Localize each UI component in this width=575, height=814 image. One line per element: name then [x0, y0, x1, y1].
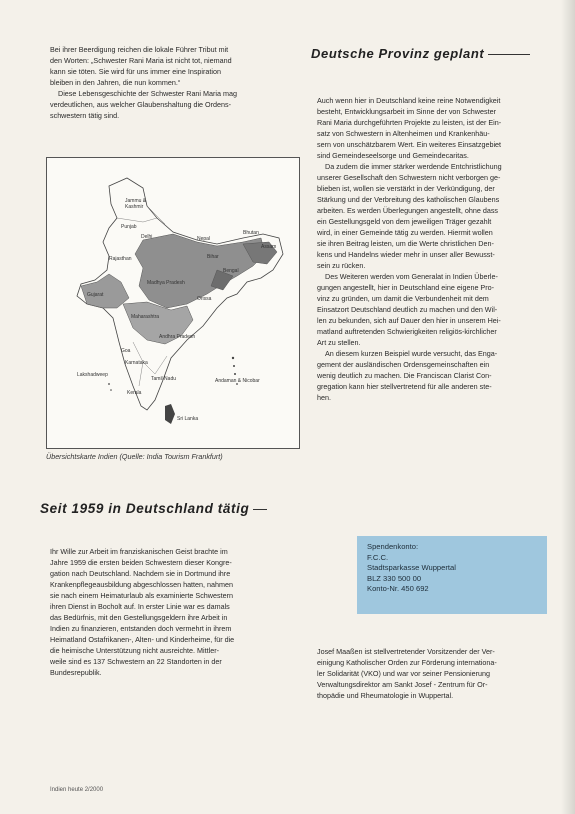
account-number: Konto-Nr. 450 692 — [367, 584, 429, 593]
page-footer: Indien heute 2/2000 — [50, 787, 104, 793]
map-label: Madhya Pradesh — [147, 280, 185, 286]
india-map — [46, 157, 300, 449]
text-line: den Worten: „Schwester Rani Maria ist nicht tot, niemand — [50, 56, 232, 65]
section-heading-province — [311, 46, 530, 61]
map-label: Goa — [121, 348, 131, 354]
map-label: Andaman & Nicobar — [215, 378, 260, 384]
text-line: Auch wenn hier in Deutschland keine reine Notwendigkeit — [317, 96, 501, 105]
text-line: gregation kann hier stellvertretend für alle anderen ste- — [317, 382, 492, 391]
text-line: verdeutlichen, aus welcher Glaubenshaltung die Ordens- — [50, 100, 231, 109]
page-binding-shadow — [561, 0, 575, 814]
text-line: arbeiten. Es werden Überlegungen angestellt, ohne dass — [317, 206, 499, 215]
text-line: Einsatzort Deutschland deutlich zu machen und den Wil- — [317, 305, 498, 314]
text-line: das Bedürfnis, mit den Gestellungsgeldern ihre Arbeit in — [50, 613, 228, 622]
text-line: wird, in einer Gemeinde tätig zu werden. Hiermit wollen — [317, 228, 493, 237]
text-line: gungen angestellt, hier in Deutschland eine eigene Pro- — [317, 283, 495, 292]
text-line: sind Gemeindeseelsorge und Gemeindecaritas. — [317, 151, 469, 160]
map-label: Andhra Pradesh — [159, 334, 196, 340]
text-line: Da zudem die immer stärker werdende Entchristlichung — [325, 162, 502, 171]
text-line: die heimische Unterstützung nicht ausreichte. Mittler- — [50, 646, 219, 655]
text-line: Bundesrepublik. — [50, 668, 102, 677]
text-line: Krankenpflegeausbildung abgeschlossen hatten, nahmen — [50, 580, 234, 589]
text-line: thopädie und Rheumatologie in Wuppertal. — [317, 691, 454, 700]
map-label: Bihar — [207, 254, 219, 260]
text-line: blieben ist, wollen sie verstärkt in der Verkündigung, der — [317, 184, 495, 193]
author-note — [317, 646, 562, 701]
map-label: Tamil Nadu — [151, 376, 177, 382]
text-line: wenig deutlich zu machen. Die Franciscan Clarist Con- — [317, 371, 492, 380]
text-line: An diesem kurzen Beispiel wurde versucht, das Enga- — [325, 349, 498, 358]
map-label: Maharashtra — [131, 314, 160, 320]
map-caption: Übersichtskarte Indien (Quelle: India Tourism Frankfurt) — [46, 452, 223, 461]
heading-text: Deutsche Provinz geplant — [311, 46, 485, 61]
bank-label: Spendenkonto: — [367, 542, 419, 551]
text-line: ihren Dienst in Bocholt auf. In erster Linie war es damals — [50, 602, 230, 611]
map-label: Rajasthan — [109, 256, 132, 262]
text-line: sein zu rücken. — [317, 261, 366, 270]
text-line: Jahre 1959 die ersten beiden Schwestern dieser Kongre- — [50, 558, 232, 567]
text-line: sie nach einem Heimaturlaub als examinierte Schwestern — [50, 591, 233, 600]
section-heading-since-1959 — [40, 501, 267, 516]
text-line: schwestern tätig sind. — [50, 111, 120, 120]
map-label: Orissa — [197, 296, 212, 302]
bank-name: Stadtsparkasse Wuppertal — [367, 563, 456, 572]
right-column-text — [317, 95, 562, 403]
text-line: hen. — [317, 393, 331, 402]
text-line: len zu bekunden, sich auf Dauer den hier in unserem Hei- — [317, 316, 501, 325]
text-line: Bei ihrer Beerdigung reichen die lokale Führer Tribut mit — [50, 45, 229, 54]
text-line: satz von Schwestern in Altenheimen und Krankenhäu- — [317, 129, 490, 138]
map-label: Lakshadweep — [77, 372, 108, 378]
text-line: gement der ausländischen Ordensgemeinschaften ein — [317, 360, 490, 369]
text-line: Indien zu finanzieren, entstanden doch vermehrt in ihrem — [50, 624, 232, 633]
text-line: Stärkung und der Verbreitung des katholischen Glaubens — [317, 195, 500, 204]
text-line: bleiben in den Jahren, die nun kommen.“ — [50, 78, 181, 87]
map-label: Bhutan — [243, 230, 259, 236]
left-column-bottom-text — [50, 546, 296, 678]
map-label: Delhi — [141, 234, 153, 240]
text-line: sern von unschätzbarem Wert. Ein weiteres Einsatzgebiet — [317, 140, 502, 149]
map-label: Jammu & — [125, 198, 147, 204]
text-line: kann sie töten. Sie wird für uns immer eine Inspiration — [50, 67, 221, 76]
text-line: Heimatland Ostafrikanen-, Alten- und Kinderheime, für die — [50, 635, 235, 644]
heading-rule — [488, 54, 530, 55]
text-line: matland auftretenden Schwierigkeiten religiös-kirchlicher — [317, 327, 497, 336]
map-label: Nepal — [197, 236, 211, 242]
map-label: Kerala — [127, 390, 142, 396]
text-line: besteht, Entwicklungsarbeit im Sinne der von Schwester — [317, 107, 496, 116]
text-line: ein Gestellungsgeld von dem jeweiligen Träger gezahlt — [317, 217, 492, 226]
text-line: gation nach Deutschland. Nachdem sie in Dortmund ihre — [50, 569, 231, 578]
text-line: Josef Maaßen ist stellvertretender Vorsitzender der Ver- — [317, 647, 495, 656]
text-line: ler Solidarität (VKO) und war vor seiner Pensionierung — [317, 669, 490, 678]
text-line: Ihr Wille zur Arbeit im franziskanischen Geist brachte im — [50, 547, 228, 556]
india-map-graphic — [47, 158, 299, 448]
map-label: Punjab — [121, 224, 137, 230]
text-line: einigung Katholischer Orden zur Förderung internationa- — [317, 658, 497, 667]
map-label: Sri Lanka — [177, 416, 199, 422]
text-line: Rani Maria durchgeführten Projekte zu leisten, ist der Ein- — [317, 118, 502, 127]
text-line: vinz zu gründen, um damit die Verbundenheit mit dem — [317, 294, 489, 303]
text-line: Verwaltungsdirektor am Sankt Josef - Zentrum für Or- — [317, 680, 488, 689]
text-line: weile sind es 137 Schwestern an 22 Standorten in der — [50, 657, 222, 666]
map-label: Kashmir — [125, 204, 144, 210]
text-line: sie ihren Beitrag leisten, um die Werte christlichen Den- — [317, 239, 494, 248]
map-label: Gujarat — [87, 292, 104, 298]
text-line: Des Weiteren werden vom Generalat in Indien Überle- — [325, 272, 498, 281]
map-label: Karnataka — [125, 360, 148, 366]
text-line: unserer Gesellschaft den Schwestern nicht verborgen ge- — [317, 173, 501, 182]
bank-recipient: F.C.C. — [367, 552, 389, 562]
donation-account-box — [357, 536, 547, 614]
text-line: Diese Lebensgeschichte der Schwester Rani Maria mag — [58, 89, 237, 98]
map-label: Assam — [261, 244, 277, 250]
text-line: Art zu stellen. — [317, 338, 361, 347]
heading-rule — [253, 509, 267, 510]
map-label: Bengal — [223, 268, 239, 274]
bank-code: BLZ 330 500 00 — [367, 573, 422, 583]
heading-text: Seit 1959 in Deutschland tätig — [40, 501, 250, 516]
text-line: kens und Handelns wieder mehr in unser aller Bewusst- — [317, 250, 495, 259]
intro-paragraph — [50, 44, 296, 121]
